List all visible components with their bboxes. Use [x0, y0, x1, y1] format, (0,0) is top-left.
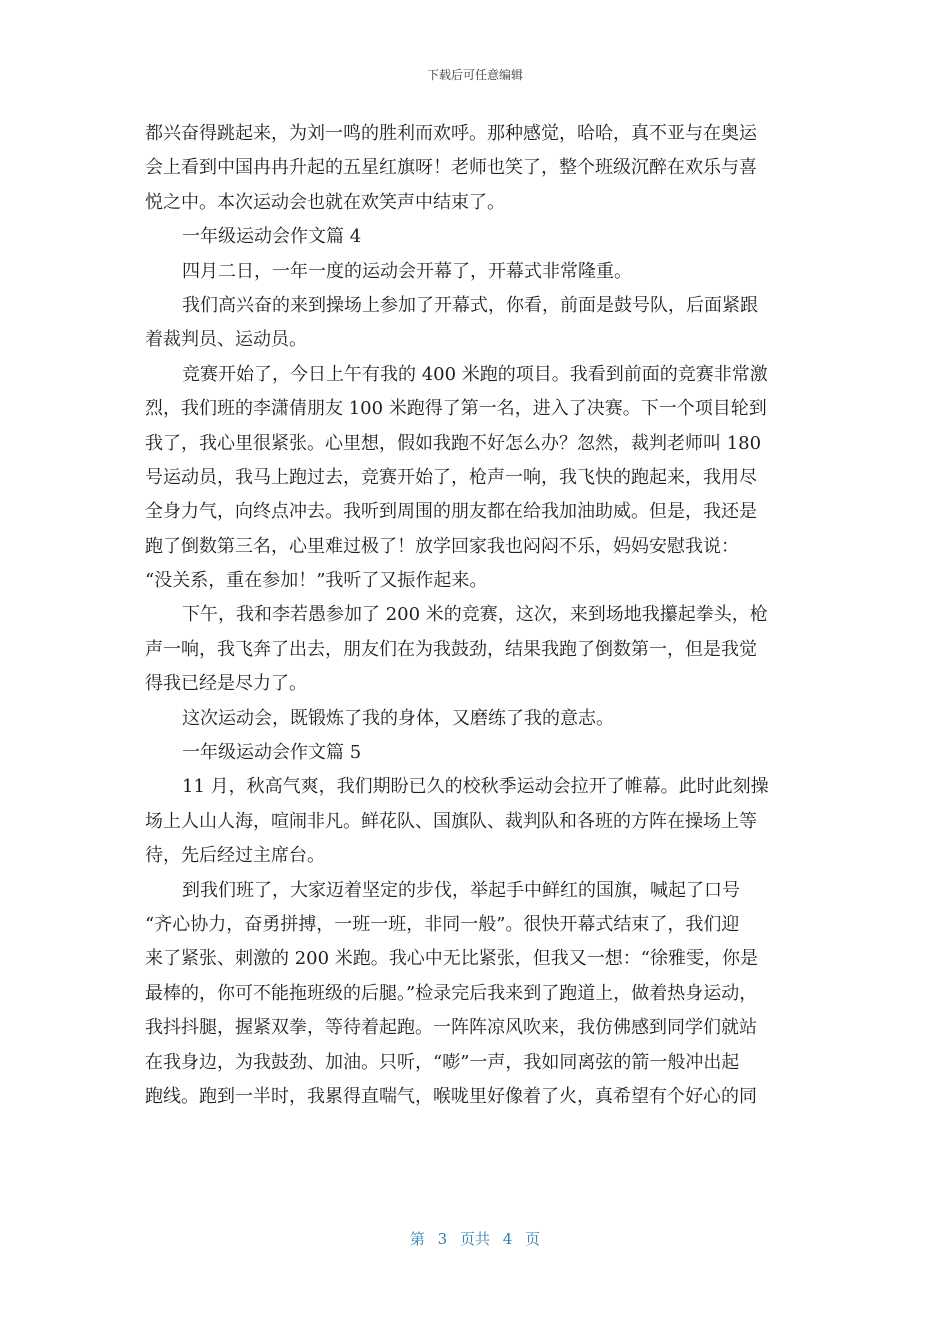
text-line: 一年级运动会作文篇 5 [182, 742, 362, 764]
page-footer: 第 3 页共 4 页 [409, 1230, 541, 1248]
text-line: 得我已经是尽力了。 [145, 673, 307, 695]
text-line: 都兴奋得跳起来，为刘一鸣的胜利而欢呼。那种感觉，哈哈，真不亚与在奥运 [145, 123, 757, 144]
text-line: “没关系，重在参加！”我听了又振作起来。 [145, 570, 488, 592]
text-line: 跑线。跑到一半时，我累得直喘气，喉咙里好像着了火，真希望有个好心的同 [145, 1085, 757, 1107]
text-line: 场上人山人海，喧闹非凡。鲜花队、国旗队、裁判队和各班的方阵在操场上等 [145, 810, 757, 832]
text-line: 声一响，我飞奔了出去，朋友们在为我鼓劲，结果我跑了倒数第一，但是我觉 [145, 638, 757, 660]
text-line: 一年级运动会作文篇 4 [182, 226, 362, 248]
text-line: 烈，我们班的李潇倩朋友 100 米跑得了第一名，进入了决赛。下一个项目轮到 [145, 398, 767, 420]
text-line: 来了紧张、刺激的 200 米跑。我心中无比紧张，但我又一想：“徐雅雯，你是 [145, 948, 758, 970]
text-line: 号运动员，我马上跑过去，竞赛开始了，枪声一响，我飞快的跑起来，我用尽 [145, 466, 757, 488]
document-body [145, 117, 810, 1114]
text-line: 下午，我和李若愚参加了 200 米的竞赛，这次，来到场地我攥起拳头，枪 [182, 604, 768, 626]
text-line: 悦之中。本次运动会也就在欢笑声中结束了。 [145, 191, 505, 213]
text-line: 我了，我心里很紧张。心里想，假如我跑不好怎么办？忽然，裁判老师叫 180 [145, 432, 762, 454]
text-line: 四月二日，一年一度的运动会开幕了，开幕式非常隆重。 [182, 260, 632, 282]
text-line: “齐心协力，奋勇拼搏，一班一班，非同一般”。很快开幕式结束了，我们迎 [145, 913, 740, 935]
text-line: 竞赛开始了，今日上午有我的 400 米跑的项目。我看到前面的竞赛非常激 [182, 363, 768, 385]
text-line: 最棒的，你可不能拖班级的后腿。”检录完后我来到了跑道上，做着热身运动， [145, 982, 758, 1004]
text-line: 全身力气，向终点冲去。我听到周围的朋友都在给我加油助威。但是，我还是 [145, 501, 757, 523]
page-header: 下载后可任意编辑 [426, 68, 523, 82]
text-line: 会上看到中国冉冉升起的五星红旗呀！老师也笑了，整个班级沉醉在欢乐与喜 [145, 157, 757, 179]
text-line: 跑了倒数第三名，心里难过极了！放学回家我也闷闷不乐，妈妈安慰我说： [145, 535, 739, 557]
text-line: 我们高兴奋的来到操场上参加了开幕式，你看，前面是鼓号队，后面紧跟 [182, 294, 758, 316]
text-line: 着裁判员、运动员。 [145, 329, 307, 351]
text-line: 待，先后经过主席台。 [145, 845, 325, 867]
text-line: 在我身边，为我鼓劲、加油。只听，“嘭”一声，我如同离弦的箭一般冲出起 [145, 1051, 740, 1073]
text-line: 这次运动会，既锻炼了我的身体，又磨练了我的意志。 [182, 707, 614, 729]
text-line: 到我们班了，大家迈着坚定的步伐，举起手中鲜红的国旗，喊起了口号 [182, 879, 740, 901]
text-line: 我抖抖腿，握紧双拳，等待着起跑。一阵阵凉风吹来，我仿佛感到同学们就站 [145, 1017, 757, 1039]
text-line: 11 月，秋高气爽，我们期盼已久的校秋季运动会拉开了帷幕。此时此刻操 [182, 776, 769, 798]
